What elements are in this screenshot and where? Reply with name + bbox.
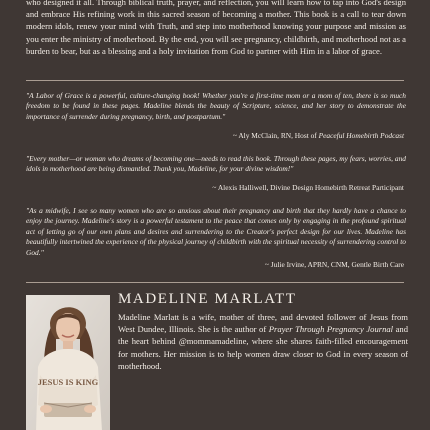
endorsement-attribution-1 — [24, 131, 404, 141]
author-name: MADELINE MARLATT — [118, 291, 297, 307]
shirt-text: JESUS IS KING — [37, 377, 99, 387]
endorsement-quote-2: "Every mother—or woman who dreams of becoming one—needs to read this book. Through these pages, my fears, worries, and idols in motherhood are being dismantled. Thank you, Madeline, for your divine wisdom!" — [26, 154, 406, 174]
endorsement-attribution-3: ~ Julie Irvine, APRN, CNM, Gentle Birth Care — [264, 260, 404, 269]
author-bio — [118, 311, 408, 372]
book-blurb: who designed it all. Through biblical truth, prayer, and reflection, you will learn how to tap into God's design and embrace His refining work in this sacred season of becoming a mother. This book is a call to tear down modern idols, renew your mind with Truth, and step into motherhood knowing your purpose and mission as you enter the ministry of motherhood. By the end, you will see pregnancy, childbirth, and motherhood not as a burden to bear, but as a blessing and a holy invitation from God to partner with Him in a labor of grace. — [26, 0, 406, 56]
endorsement-quote-3: "As a midwife, I see so many women who are so anxious about their pregnancy and birth that they hardly have a chance to enjoy the journey. Madeline's story is a powerful testament to the peace that comes only by engaging in the profound spiritual act of letting go of our own plans and desires and surrendering to the Creator's perfect design for our lives. Madeline has beautifully intertwined the experience of the physical journey of childbirth with the spiritual necessity of surrendering control to God." — [26, 206, 406, 257]
divider-bottom — [26, 282, 404, 283]
divider-top — [26, 80, 404, 81]
author-book-title: Prayer Through Pregnancy Journal — [268, 324, 394, 335]
endorsement-source-1: Peaceful Homebirth Podcast — [318, 131, 404, 140]
endorsement-author-1: ~ Aly McClain, RN, Host of — [232, 131, 319, 140]
author-bio-part2: and the heart behind @mommamadeline, where she shares faith-filled encouragement for mothers. Her mission is to help women draw closer to God in every season of motherhood. — [118, 324, 408, 371]
endorsement-attribution-2: ~ Alexis Halliwell, Divine Design Homebirth Retreat Participant — [212, 183, 404, 192]
author-bio-part1: Madeline Marlatt is a wife, mother of three, and devoted follower of Jesus from West Dundee, Illinois. She is the author of — [118, 312, 408, 335]
author-portrait-illustration — [26, 295, 110, 430]
endorsement-quote-1: "A Labor of Grace is a powerful, culture-changing book! Whether you're a first-time mom or a mom of ten, there is so much freedom to be found in these pages. Madeline blends the beauty of Scripture, science, and her story to demonstrate the importance of surrender during pregnancy, birth, and postpartum." — [26, 91, 406, 121]
author-photo — [26, 295, 110, 430]
